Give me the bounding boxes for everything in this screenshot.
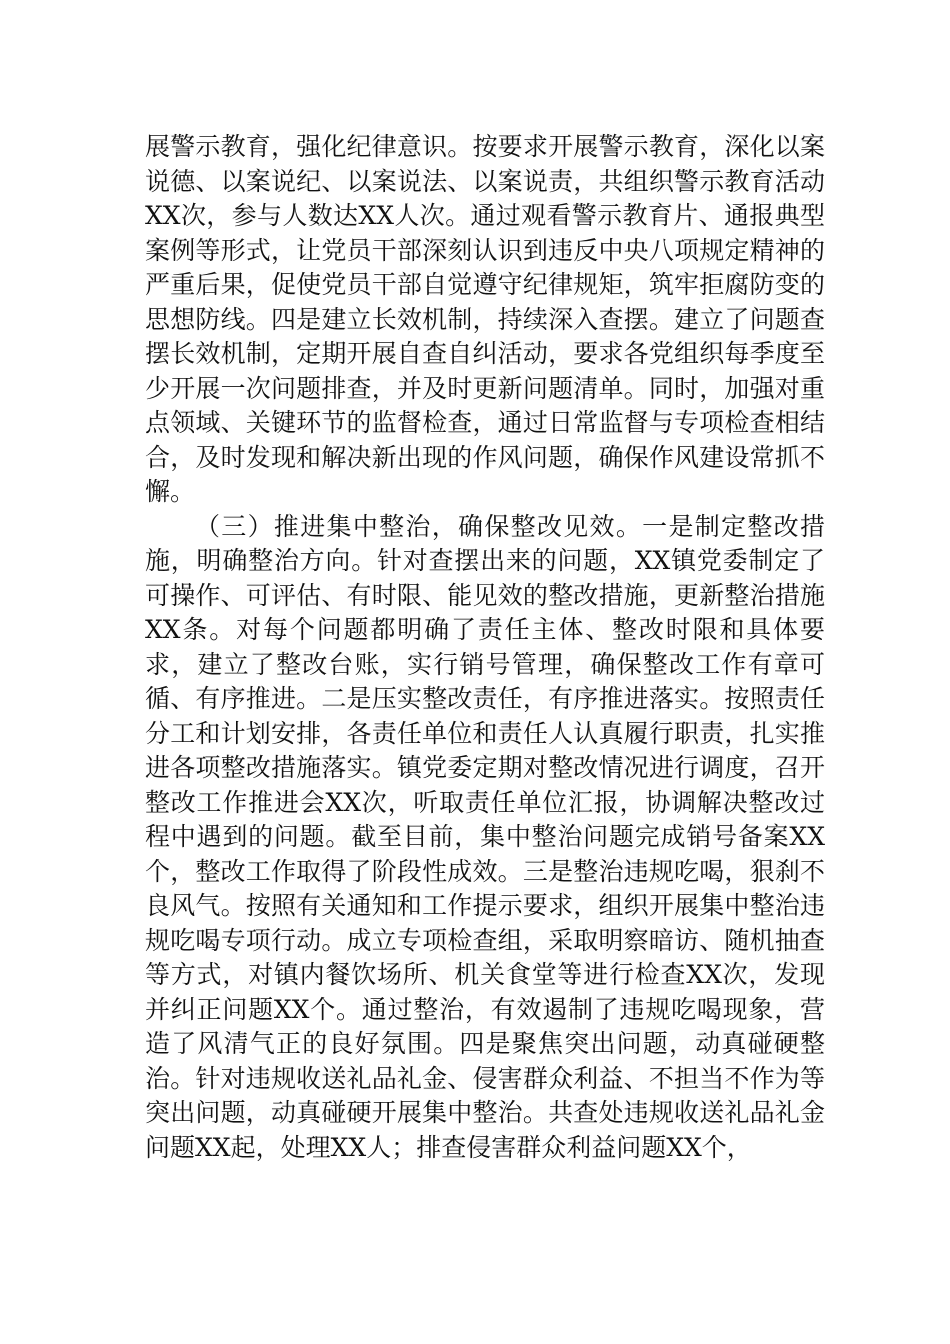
paragraph-2: （三）推进集中整治，确保整改见效。一是制定整改措施，明确整治方向。针对查摆出来的问题，XX镇党委制定了可操作、可评估、有时限、能见效的整改措施，更新整治措施XX条。对每个问题都明确了责任主体、整改时限和具体要求，建立了整改台账，实行销号管理，确保整改工作有章可循、有序推进。二是压实整改责任，有序推进落实。按照责任分工和计划安排，各责任单位和责任人认真履行职责，扎实推进各项整改措施落实。镇党委定期对整改情况进行调度，召开整改工作推进会XX次，听取责任单位汇报，协调解决整改过程中遇到的问题。截至目前，集中整治问题完成销号备案XX个，整改工作取得了阶段性成效。三是整治违规吃喝，狠刹不良风气。按照有关通知和工作提示要求，组织开展集中整治违规吃喝专项行动。成立专项检查组，采取明察暗访、随机抽查等方式，对镇内餐饮场所、机关食堂等进行检查XX次，发现并纠正问题XX个。通过整治，有效遏制了违规吃喝现象，营造了风清气正的良好氛围。四是聚焦突出问题，动真碰硬整治。针对违规收送礼品礼金、侵害群众利益、不担当不作为等突出问题，动真碰硬开展集中整治。共查处违规收送礼品礼金问题XX起，处理XX人；排查侵害群众利益问题XX个， [145,511,825,1162]
paragraph-1: 展警示教育，强化纪律意识。按要求开展警示教育，深化以案说德、以案说纪、以案说法、以案说责，共组织警示教育活动XX次，参与人数达XX人次。通过观看警示教育片、通报典型案例等形式，让党员干部深刻认识到违反中央八项规定精神的严重后果，促使党员干部自觉遵守纪律规矩，筑牢拒腐防变的思想防线。四是建立长效机制，持续深入查摆。建立了问题查摆长效机制，定期开展自查自纠活动，要求各党组织每季度至少开展一次问题排查，并及时更新问题清单。同时，加强对重点领域、关键环节的监督检查，通过日常监督与专项检查相结合，及时发现和解决新出现的作风问题，确保作风建设常抓不懈。 [145,132,825,506]
document-body [145,130,825,1165]
